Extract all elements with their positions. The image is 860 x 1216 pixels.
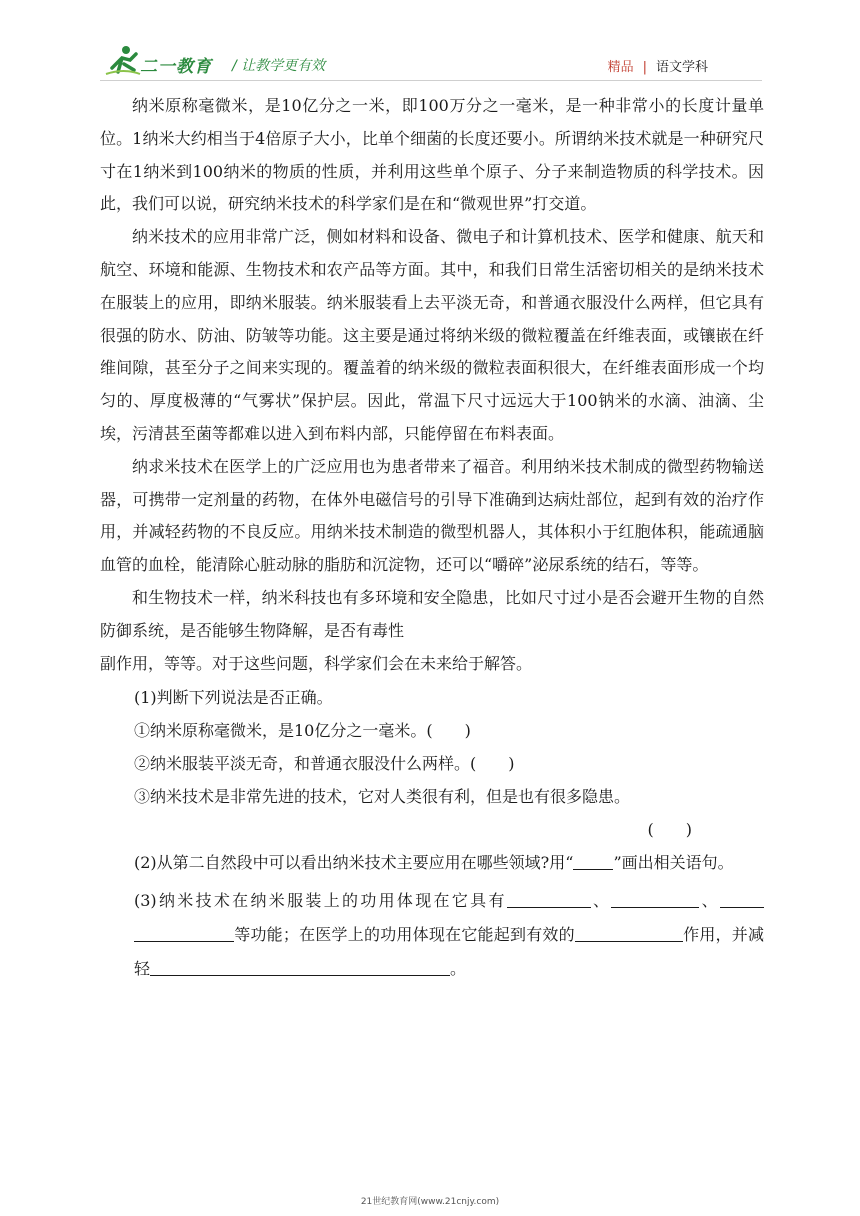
question-3	[100, 884, 764, 986]
question-1-item-c: ③纳米技术是非常先进的技术，它对人类很有利，但是也有很多隐患。	[134, 786, 631, 806]
underline-sample	[573, 851, 613, 870]
question-2-text-a: (2)从第二自然段中可以看出纳米技术主要应用在哪些领域?用“	[134, 853, 574, 873]
answer-blank-2[interactable]	[611, 889, 699, 908]
paragraph-4-continued: 副作用，等等。对于这些问题，科学家们会在未来给于解答。	[100, 653, 533, 673]
question-3-sep-1: 、	[590, 891, 612, 911]
answer-blank-3-cont[interactable]	[134, 923, 234, 942]
subject-label: 语文学科	[655, 60, 708, 75]
question-2	[100, 846, 764, 880]
quality-label: 精品	[607, 60, 634, 75]
question-1-stem: (1)判断下列说法是否正确。	[134, 688, 333, 708]
header-divider: |	[642, 60, 647, 75]
paragraph-1: 纳米原称毫微米，是10亿分之一米，即100万分之一毫米，是一种非常小的长度计量单位。1纳米大约相当于4倍原子大小，比单个细菌的长度还要小。所谓纳米技术就是一种研究尺寸在1纳米到100纳米的物质的性质，并利用这些单个原子、分子来制造物质的科学技术。因此，我们可以说，研究纳米技术的科学家们是在和“微观世界”打交道。	[100, 96, 764, 214]
answer-blank-3[interactable]	[720, 889, 764, 908]
question-3-text-b: 等功能；在医学上的功用体现在它能起到有效的	[234, 925, 575, 945]
paragraph-3: 纳求米技术在医学上的广泛应用也为患者带来了福音。利用纳米技术制成的微型药物输送器，可携带一定剂量的药物，在体外电磁信号的引导下准确到达病灶部位，起到有效的治疗作用，并减轻药物的不良反应。用纳米技术制造的微型机器人，其体积小于红胞体积，能疏通脑血管的血栓，能清除心脏动脉的脂肪和沉淀物，还可以“嚼碎”泌尿系统的结石，等等。	[100, 456, 764, 575]
question-3-end: 。	[450, 959, 467, 979]
question-1-item-c-answer: ( )	[647, 819, 692, 839]
question-3-sep-2: 、	[699, 891, 720, 911]
question-1-item-b: ②纳米服装平淡无奇，和普通衣服没什么两样。( )	[134, 753, 515, 773]
paragraph-2: 纳米技术的应用非常广泛，侧如材料和设备、微电子和计算机技术、医学和健康、航天和航空、环境和能源、生物技术和农产品等方面。其中，和我们日常生活密切相关的是纳米技术在服装上的应用，即纳米服装。纳米服装看上去平淡无奇，和普通衣服没什么两样，但它具有很强的防水、防油、防皱等功能。这主要是通过将纳米级的微粒覆盖在纤维表面，或镶嵌在纤维间隙，甚至分子之间来实现的。覆盖着的纳米级的微粒表面积很大，在纤维表面形成一个均匀的、厚度极薄的“气雾状”保护层。因此，常温下尺寸远远大于100钠米的水滴、油滴、尘埃，污清甚至菌等都难以进入到布料内部，只能停留在布料表面。	[100, 227, 764, 443]
question-3-text-a: (3)纳米技术在纳米服装上的功用体现在它具有	[134, 891, 507, 911]
paragraph-4: 和生物技术一样，纳米科技也有多环境和安全隐患，比如尺寸过小是否会避开生物的自然防御系统，是否能够生物降解，是否有毒性	[100, 587, 764, 640]
answer-blank-5[interactable]	[150, 957, 450, 976]
page-footer: 21世纪教育网(www.21cnjy.com)	[360, 1197, 500, 1207]
header-right	[608, 56, 708, 75]
question-2-text-b: ”画出相关语句。	[613, 853, 734, 873]
header-rule	[100, 80, 762, 81]
question-1-item-a: ①纳米原称毫微米，是10亿分之一毫米。( )	[134, 721, 471, 741]
page-header	[0, 0, 860, 88]
answer-blank-4[interactable]	[575, 923, 683, 942]
slogan: / 让教学更有效	[232, 58, 326, 74]
question-3-text-c: 作用，并减轻	[134, 925, 764, 979]
logo-text: 二一教育	[140, 57, 212, 77]
document-body	[100, 90, 764, 986]
answer-blank-1[interactable]	[507, 889, 591, 908]
